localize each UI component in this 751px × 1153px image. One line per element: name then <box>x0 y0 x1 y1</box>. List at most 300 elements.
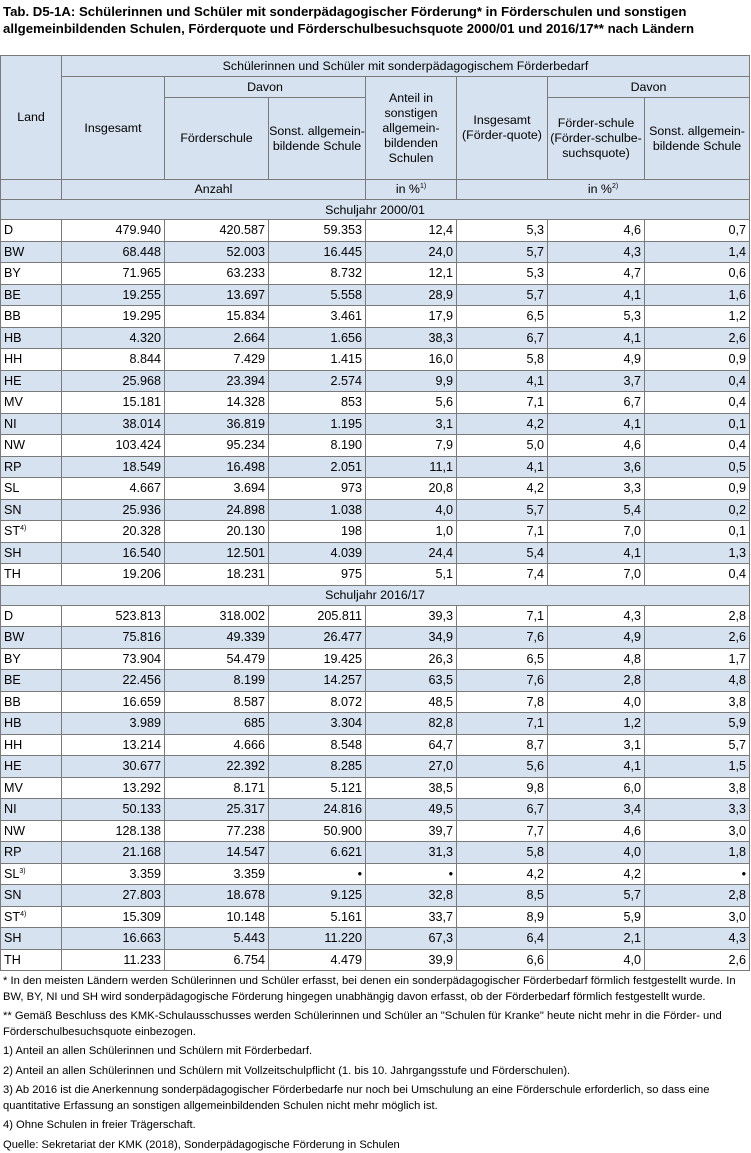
cell-sq: 0,5 <box>645 456 750 478</box>
cell-quote: 4,2 <box>457 478 548 500</box>
cell-quote: 5,7 <box>457 284 548 306</box>
cell-insgesamt: 16.663 <box>62 928 165 950</box>
cell-land: HB <box>1 327 62 349</box>
table-row <box>1 478 750 500</box>
cell-fsq: 3,7 <box>548 370 645 392</box>
cell-foerderschule: 63.233 <box>165 263 269 285</box>
cell-land: MV <box>1 392 62 414</box>
cell-land: SH <box>1 928 62 950</box>
cell-foerderschule: 77.238 <box>165 820 269 842</box>
cell-insgesamt: 25.936 <box>62 499 165 521</box>
table-row <box>1 327 750 349</box>
table-row <box>1 648 750 670</box>
cell-quote: 7,6 <box>457 627 548 649</box>
cell-sonst: 4.479 <box>269 949 366 971</box>
cell-fsq: 1,2 <box>548 713 645 735</box>
table-row <box>1 542 750 564</box>
cell-sq: 1,8 <box>645 842 750 864</box>
cell-land: D <box>1 605 62 627</box>
footnote-text: ** Gemäß Beschluss des KMK-Schulausschusses werden Schülerinnen und Schüler an "Schulen für Kranke" heute nicht mehr in die Förder- und Förderschulbesuchsquote einbezogen. <box>3 1009 745 1040</box>
cell-sq: 0,6 <box>645 263 750 285</box>
cell-foerderschule: 6.754 <box>165 949 269 971</box>
cell-anteil: 9,9 <box>366 370 457 392</box>
cell-quote: 4,1 <box>457 370 548 392</box>
table-row <box>1 392 750 414</box>
cell-foerderschule: 36.819 <box>165 413 269 435</box>
cell-quote: 6,5 <box>457 648 548 670</box>
cell-sonst: 59.353 <box>269 220 366 242</box>
cell-sonst: 2.051 <box>269 456 366 478</box>
cell-anteil: 48,5 <box>366 691 457 713</box>
cell-insgesamt: 68.448 <box>62 241 165 263</box>
cell-quote: 7,8 <box>457 691 548 713</box>
cell-sq: 2,8 <box>645 605 750 627</box>
cell-foerderschule: 13.697 <box>165 284 269 306</box>
cell-sonst: 8.285 <box>269 756 366 778</box>
cell-insgesamt: 71.965 <box>62 263 165 285</box>
cell-land: D <box>1 220 62 242</box>
cell-quote: 6,5 <box>457 306 548 328</box>
cell-fsq: 7,0 <box>548 564 645 586</box>
table-row <box>1 777 750 799</box>
cell-anteil: 1,0 <box>366 521 457 543</box>
table-row <box>1 349 750 371</box>
cell-insgesamt: 523.813 <box>62 605 165 627</box>
cell-fsq: 2,1 <box>548 928 645 950</box>
cell-anteil: 12,1 <box>366 263 457 285</box>
header-insgesamt-quote: Insgesamt (Förder-quote) <box>457 77 548 180</box>
cell-land: NW <box>1 820 62 842</box>
cell-anteil: 12,4 <box>366 220 457 242</box>
cell-insgesamt: 20.328 <box>62 521 165 543</box>
cell-fsq: 6,7 <box>548 392 645 414</box>
cell-sonst: 3.304 <box>269 713 366 735</box>
cell-quote: 4,2 <box>457 413 548 435</box>
cell-land: SN <box>1 885 62 907</box>
table-row <box>1 413 750 435</box>
cell-fsq: 4,0 <box>548 949 645 971</box>
cell-sonst: 5.161 <box>269 906 366 928</box>
cell-foerderschule: 4.666 <box>165 734 269 756</box>
cell-quote: 7,7 <box>457 820 548 842</box>
cell-sonst: 26.477 <box>269 627 366 649</box>
cell-sq: 3,3 <box>645 799 750 821</box>
cell-anteil: 67,3 <box>366 928 457 950</box>
cell-anteil: 3,1 <box>366 413 457 435</box>
cell-fsq: 4,7 <box>548 263 645 285</box>
cell-insgesamt: 13.292 <box>62 777 165 799</box>
cell-land: BY <box>1 263 62 285</box>
header-group: Schülerinnen und Schüler mit sonderpädagogischem Förderbedarf <box>62 56 750 77</box>
cell-land: RP <box>1 456 62 478</box>
cell-sq: 2,6 <box>645 949 750 971</box>
table-row <box>1 713 750 735</box>
cell-insgesamt: 30.677 <box>62 756 165 778</box>
cell-sonst: 4.039 <box>269 542 366 564</box>
cell-fsq: 4,9 <box>548 627 645 649</box>
cell-insgesamt: 13.214 <box>62 734 165 756</box>
header-sonst-schule: Sonst. allgemein-bildende Schule <box>269 98 366 180</box>
cell-sq: 4,8 <box>645 670 750 692</box>
cell-insgesamt: 50.133 <box>62 799 165 821</box>
cell-sonst: 3.461 <box>269 306 366 328</box>
cell-land: SH <box>1 542 62 564</box>
cell-anteil: 38,3 <box>366 327 457 349</box>
cell-land: TH <box>1 564 62 586</box>
cell-foerderschule: 8.171 <box>165 777 269 799</box>
cell-quote: 5,8 <box>457 349 548 371</box>
cell-quote: 7,1 <box>457 605 548 627</box>
cell-foerderschule: 7.429 <box>165 349 269 371</box>
footnote-marker: 3) <box>19 868 25 875</box>
cell-land: TH <box>1 949 62 971</box>
cell-foerderschule: 54.479 <box>165 648 269 670</box>
cell-fsq: 4,1 <box>548 413 645 435</box>
cell-foerderschule: 2.664 <box>165 327 269 349</box>
table-body <box>1 200 750 971</box>
cell-foerderschule: 18.231 <box>165 564 269 586</box>
cell-sonst: 8.072 <box>269 691 366 713</box>
cell-land: HE <box>1 756 62 778</box>
cell-foerderschule: 12.501 <box>165 542 269 564</box>
cell-sonst: 9.125 <box>269 885 366 907</box>
cell-land: HH <box>1 349 62 371</box>
data-table <box>0 55 750 971</box>
cell-sonst: 5.558 <box>269 284 366 306</box>
table-row <box>1 435 750 457</box>
table-row <box>1 756 750 778</box>
cell-anteil: 64,7 <box>366 734 457 756</box>
header-foerderschule-quote: Förder-schule (Förder-schulbe-suchsquote) <box>548 98 645 180</box>
cell-land: BY <box>1 648 62 670</box>
cell-sq: 0,7 <box>645 220 750 242</box>
cell-sonst: 1.038 <box>269 499 366 521</box>
cell-insgesamt: 4.320 <box>62 327 165 349</box>
header-davon-quote: Davon <box>548 77 750 98</box>
table-row <box>1 499 750 521</box>
header-sonst-allg: Sonst. allgemein-bildende Schule <box>645 98 750 180</box>
table-row <box>1 691 750 713</box>
cell-insgesamt: 8.844 <box>62 349 165 371</box>
cell-foerderschule: 3.694 <box>165 478 269 500</box>
cell-quote: 8,5 <box>457 885 548 907</box>
table-row <box>1 863 750 885</box>
cell-land: HH <box>1 734 62 756</box>
cell-sq: 0,4 <box>645 564 750 586</box>
cell-sq: 0,1 <box>645 413 750 435</box>
cell-anteil: 28,9 <box>366 284 457 306</box>
cell-insgesamt: 16.540 <box>62 542 165 564</box>
cell-sq: 3,8 <box>645 691 750 713</box>
cell-anteil: 24,0 <box>366 241 457 263</box>
header-foerderschule: Förderschule <box>165 98 269 180</box>
header-land: Land <box>1 56 62 180</box>
cell-quote: 5,8 <box>457 842 548 864</box>
cell-land: BE <box>1 670 62 692</box>
footnotes <box>0 971 749 1153</box>
cell-insgesamt: 103.424 <box>62 435 165 457</box>
cell-insgesamt: 4.667 <box>62 478 165 500</box>
cell-insgesamt: 128.138 <box>62 820 165 842</box>
cell-quote: 5,4 <box>457 542 548 564</box>
cell-fsq: 5,7 <box>548 885 645 907</box>
cell-fsq: 4,1 <box>548 284 645 306</box>
cell-sq: 2,8 <box>645 885 750 907</box>
cell-foerderschule: 10.148 <box>165 906 269 928</box>
cell-sq: 0,4 <box>645 392 750 414</box>
cell-land: MV <box>1 777 62 799</box>
table-row <box>1 220 750 242</box>
cell-quote: 8,7 <box>457 734 548 756</box>
cell-land: NI <box>1 799 62 821</box>
table-row <box>1 263 750 285</box>
table-row <box>1 456 750 478</box>
cell-insgesamt: 75.816 <box>62 627 165 649</box>
cell-sq: 1,6 <box>645 284 750 306</box>
cell-foerderschule: 15.834 <box>165 306 269 328</box>
cell-anteil: 63,5 <box>366 670 457 692</box>
cell-insgesamt: 27.803 <box>62 885 165 907</box>
cell-insgesamt: 22.456 <box>62 670 165 692</box>
cell-foerderschule: 18.678 <box>165 885 269 907</box>
cell-foerderschule: 23.394 <box>165 370 269 392</box>
cell-land: SL$^{3)}$ <box>1 863 62 885</box>
cell-quote: 4,2 <box>457 863 548 885</box>
cell-insgesamt: 73.904 <box>62 648 165 670</box>
table-row <box>1 734 750 756</box>
cell-foerderschule: 95.234 <box>165 435 269 457</box>
cell-sq: 0,4 <box>645 370 750 392</box>
cell-sonst: 24.816 <box>269 799 366 821</box>
cell-fsq: 3,1 <box>548 734 645 756</box>
footnote-text: Quelle: Sekretariat der KMK (2018), Sonderpädagogische Förderung in Schulen <box>3 1138 745 1153</box>
cell-insgesamt: 19.295 <box>62 306 165 328</box>
cell-anteil: 20,8 <box>366 478 457 500</box>
cell-fsq: 4,6 <box>548 820 645 842</box>
cell-insgesamt: 3.989 <box>62 713 165 735</box>
cell-fsq: 4,3 <box>548 241 645 263</box>
cell-quote: 8,9 <box>457 906 548 928</box>
cell-quote: 5,3 <box>457 220 548 242</box>
cell-land: NW <box>1 435 62 457</box>
cell-foerderschule: 25.317 <box>165 799 269 821</box>
cell-fsq: 5,9 <box>548 906 645 928</box>
cell-insgesamt: 15.181 <box>62 392 165 414</box>
cell-insgesamt: 19.255 <box>62 284 165 306</box>
cell-sonst: 19.425 <box>269 648 366 670</box>
cell-land: NI <box>1 413 62 435</box>
cell-sq: 0,1 <box>645 521 750 543</box>
cell-foerderschule: 22.392 <box>165 756 269 778</box>
cell-anteil: 7,9 <box>366 435 457 457</box>
table-row <box>1 906 750 928</box>
cell-foerderschule: 8.199 <box>165 670 269 692</box>
cell-sonst: 16.445 <box>269 241 366 263</box>
cell-foerderschule: 685 <box>165 713 269 735</box>
cell-fsq: 4,8 <box>548 648 645 670</box>
cell-fsq: 3,6 <box>548 456 645 478</box>
cell-sonst: 8.190 <box>269 435 366 457</box>
cell-quote: 7,6 <box>457 670 548 692</box>
cell-quote: 6,7 <box>457 799 548 821</box>
cell-foerderschule: 52.003 <box>165 241 269 263</box>
cell-land: ST$^{4)}$ <box>1 521 62 543</box>
cell-quote: 5,7 <box>457 241 548 263</box>
cell-anteil: 82,8 <box>366 713 457 735</box>
cell-foerderschule: 420.587 <box>165 220 269 242</box>
cell-sq: 4,3 <box>645 928 750 950</box>
table-row <box>1 885 750 907</box>
cell-quote: 6,7 <box>457 327 548 349</box>
section-header-row <box>1 585 750 605</box>
footnote-marker: 4) <box>20 911 26 918</box>
cell-anteil: 39,9 <box>366 949 457 971</box>
cell-insgesamt: 21.168 <box>62 842 165 864</box>
cell-fsq: 4,1 <box>548 756 645 778</box>
table-row <box>1 820 750 842</box>
table-row <box>1 605 750 627</box>
table-row <box>1 670 750 692</box>
cell-quote: 9,8 <box>457 777 548 799</box>
cell-insgesamt: 3.359 <box>62 863 165 885</box>
cell-sq: 1,3 <box>645 542 750 564</box>
footnote-text: 3) Ab 2016 ist die Anerkennung sonderpädagogischer Förderbedarfe nur noch bei Umschulung an eine Förderschule erforderlich, so dass eine quantitative Erfassung an sonstigen allgemeinbildenden Schulen nicht mehr möglich ist. <box>3 1083 745 1114</box>
cell-fsq: 4,9 <box>548 349 645 371</box>
cell-sonst: 973 <box>269 478 366 500</box>
cell-anteil: 39,3 <box>366 605 457 627</box>
cell-sq: 3,8 <box>645 777 750 799</box>
cell-quote: 7,1 <box>457 521 548 543</box>
cell-land: HE <box>1 370 62 392</box>
table-row <box>1 370 750 392</box>
cell-sq: • <box>645 863 750 885</box>
cell-fsq: 4,6 <box>548 220 645 242</box>
cell-sonst: 975 <box>269 564 366 586</box>
table-header <box>1 56 750 200</box>
table-row <box>1 928 750 950</box>
cell-insgesamt: 25.968 <box>62 370 165 392</box>
cell-sonst: 205.811 <box>269 605 366 627</box>
cell-fsq: 3,4 <box>548 799 645 821</box>
table-row <box>1 241 750 263</box>
cell-insgesamt: 11.233 <box>62 949 165 971</box>
cell-anteil: 16,0 <box>366 349 457 371</box>
cell-sonst: 853 <box>269 392 366 414</box>
cell-foerderschule: 49.339 <box>165 627 269 649</box>
cell-sonst: 1.656 <box>269 327 366 349</box>
cell-sq: 0,9 <box>645 349 750 371</box>
cell-anteil: 27,0 <box>366 756 457 778</box>
cell-sonst: 1.195 <box>269 413 366 435</box>
cell-fsq: 4,1 <box>548 542 645 564</box>
cell-sq: 5,9 <box>645 713 750 735</box>
cell-insgesamt: 19.206 <box>62 564 165 586</box>
cell-sq: 2,6 <box>645 327 750 349</box>
cell-anteil: 34,9 <box>366 627 457 649</box>
header-insgesamt: Insgesamt <box>62 77 165 180</box>
cell-sonst: 2.574 <box>269 370 366 392</box>
cell-fsq: 3,3 <box>548 478 645 500</box>
table-row <box>1 627 750 649</box>
cell-fsq: 2,8 <box>548 670 645 692</box>
cell-foerderschule: 24.898 <box>165 499 269 521</box>
cell-anteil: 11,1 <box>366 456 457 478</box>
table-row <box>1 521 750 543</box>
cell-sonst: 198 <box>269 521 366 543</box>
cell-sq: 1,7 <box>645 648 750 670</box>
cell-sq: 3,0 <box>645 820 750 842</box>
section-label: Schuljahr 2000/01 <box>1 200 750 220</box>
header-anteil: Anteil in sonstigen allgemein-bildenden Schulen <box>366 77 457 180</box>
cell-anteil: 24,4 <box>366 542 457 564</box>
cell-fsq: 4,0 <box>548 691 645 713</box>
cell-foerderschule: 20.130 <box>165 521 269 543</box>
cell-foerderschule: 318.002 <box>165 605 269 627</box>
cell-sq: 1,5 <box>645 756 750 778</box>
cell-land: BE <box>1 284 62 306</box>
cell-sonst: 6.621 <box>269 842 366 864</box>
cell-fsq: 6,0 <box>548 777 645 799</box>
header-davon: Davon <box>165 77 366 98</box>
cell-sonst: 8.548 <box>269 734 366 756</box>
cell-sonst: 5.121 <box>269 777 366 799</box>
cell-sq: 1,4 <box>645 241 750 263</box>
table-title: Tab. D5-1A: Schülerinnen und Schüler mit sonderpädagogischer Förderung* in Förderschulen und sonstigen allgemeinbildenden Schulen, Förderquote und Förderschulbesuchsquote 2000/01 und 2016/17** nach Ländern <box>0 0 749 55</box>
cell-sq: 0,9 <box>645 478 750 500</box>
cell-fsq: 5,3 <box>548 306 645 328</box>
cell-quote: 4,1 <box>457 456 548 478</box>
cell-fsq: 4,6 <box>548 435 645 457</box>
cell-land: BW <box>1 241 62 263</box>
cell-anteil: • <box>366 863 457 885</box>
cell-anteil: 38,5 <box>366 777 457 799</box>
section-header-row <box>1 200 750 220</box>
cell-fsq: 4,2 <box>548 863 645 885</box>
cell-quote: 7,4 <box>457 564 548 586</box>
cell-insgesamt: 16.659 <box>62 691 165 713</box>
cell-quote: 5,3 <box>457 263 548 285</box>
cell-quote: 7,1 <box>457 392 548 414</box>
cell-sq: 3,0 <box>645 906 750 928</box>
cell-sq: 1,2 <box>645 306 750 328</box>
cell-land: HB <box>1 713 62 735</box>
cell-anteil: 4,0 <box>366 499 457 521</box>
cell-insgesamt: 38.014 <box>62 413 165 435</box>
cell-fsq: 7,0 <box>548 521 645 543</box>
footnote-text: * In den meisten Ländern werden Schülerinnen und Schüler erfasst, bei denen ein sonderpädagogischer Förderbedarf förmlich festgestellt wurde. In BW, BY, NI und SH wird sonderpädagogische Förderung hingegen unabhängig davon erfasst, ob der Förderbedarf förmlich festgestellt wurde. <box>3 974 745 1005</box>
cell-foerderschule: 16.498 <box>165 456 269 478</box>
cell-anteil: 5,1 <box>366 564 457 586</box>
cell-land: RP <box>1 842 62 864</box>
footnote-text: 4) Ohne Schulen in freier Trägerschaft. <box>3 1118 745 1134</box>
cell-land: SL <box>1 478 62 500</box>
unit-anzahl: Anzahl <box>62 180 366 200</box>
unit-percent-2: in %$^{2)}$ <box>457 180 750 200</box>
cell-fsq: 5,4 <box>548 499 645 521</box>
table-row <box>1 306 750 328</box>
cell-fsq: 4,1 <box>548 327 645 349</box>
cell-land: SN <box>1 499 62 521</box>
cell-quote: 7,1 <box>457 713 548 735</box>
footnote-marker: 4) <box>20 525 26 532</box>
cell-land: BB <box>1 306 62 328</box>
section-label: Schuljahr 2016/17 <box>1 585 750 605</box>
cell-sonst: 8.732 <box>269 263 366 285</box>
cell-sonst: 14.257 <box>269 670 366 692</box>
cell-insgesamt: 15.309 <box>62 906 165 928</box>
table-row <box>1 564 750 586</box>
unit-percent-1: in %$^{1)}$ <box>366 180 457 200</box>
